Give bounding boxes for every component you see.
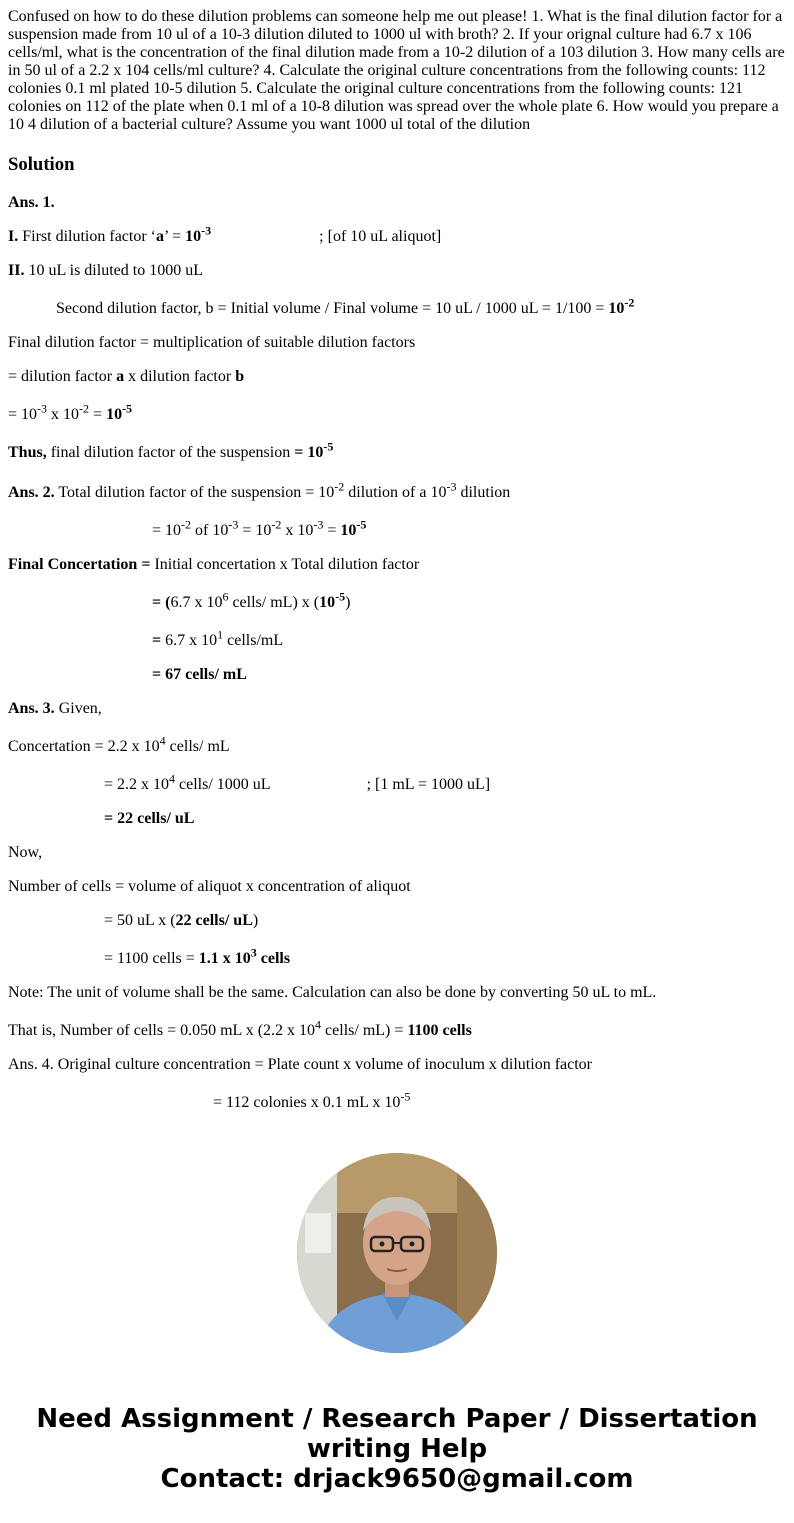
ans3-line5: = 50 uL x (22 cells/ uL) bbox=[104, 912, 259, 929]
solution-heading: Solution bbox=[8, 154, 75, 175]
promo-line-1: Need Assignment / Research Paper / Dissertation bbox=[36, 1404, 758, 1434]
promo-banner bbox=[0, 1404, 794, 1494]
solution-document bbox=[8, 8, 786, 1122]
ans1-second-factor: Second dilution factor, b = Initial volume / Final volume = 10 uL / 1000 uL = $1/100 = 10^{-2}$ bbox=[56, 295, 635, 317]
ans3-note: Note: The unit of volume shall be the same. Calculation can also be done by converting 50 uL to mL. bbox=[8, 984, 657, 1001]
ans3-heading: Ans. 3. Given, bbox=[8, 700, 102, 717]
question-text: Confused on how to do these dilution problems can someone help me out please! 1. What is the final dilution factor for a suspension made from 10 ul of a 10-3 dilution diluted to 1000 ul with broth? 2. If your orignal culture had 6.7 x 106 cells/ml, what is the concentration of the final dilution made from a 10-2 dilution of a 103 dilution 3. How many cells are in 50 ul of a 2.2 x 104 cells/ml culture? 4. Calculate the original culture concentrations from the following counts: 112 colonies 0.1 ml plated 10-5 dilution 5. Calculate the original culture concentrations from the following counts: 121 colonies on 112 of the plate when 0.1 ml of a 10-8 dilution was spread over the whole plate 6. How would you prepare a 10 4 dilution of a bacterial culture? Assume you want 1000 ul total of the dilution bbox=[8, 8, 785, 133]
ans1-mult-line: = dilution factor a x dilution factor b bbox=[8, 368, 245, 385]
ans3-number-line: Number of cells = volume of aliquot x concentration of aliquot bbox=[8, 878, 411, 895]
ans4-partial: = 112 colonies x 0.1 mL x $10^{-5}$ bbox=[213, 1089, 411, 1111]
ans2-line6: = 67 cells/ mL bbox=[152, 666, 247, 683]
ans4-line: Ans. 4. Original culture concentration = Plate count x volume of inoculum x dilution factor bbox=[8, 1056, 592, 1073]
ans3-now: Now, bbox=[8, 844, 43, 861]
promo-contact[interactable]: Contact: drjack9650@gmail.com bbox=[160, 1464, 634, 1494]
ans2-line1: Ans. 2. Total dilution factor of the suspension = $10^{-2}$ dilution of a $10^{-3}$ dilution bbox=[8, 479, 511, 501]
promo-line-2: writing Help bbox=[306, 1434, 488, 1464]
ans2-final-concentration: Final Concertation = Initial concertation x Total dilution factor bbox=[8, 556, 420, 573]
ans3-concentration: Concertation = 2.2 x $10^4$ cells/ mL bbox=[8, 733, 230, 755]
ans3-line3: = 22 cells/ uL bbox=[104, 810, 195, 827]
ans2-line4: = (6.7 x $10^6$ cells/ mL) x $(10^{-5})$ bbox=[152, 589, 351, 611]
ans1-final-line: Final dilution factor = multiplication of suitable dilution factors bbox=[8, 334, 416, 351]
ans2-line5: = 6.7 x $10^1$ cells/mL bbox=[152, 627, 284, 649]
ans1-heading: Ans. 1. bbox=[8, 194, 55, 211]
ans2-line2: = $10^{-2}$ of $10^{-3} = 10^{-2}$ x $10^{-3} = 10^{-5}$ bbox=[152, 517, 367, 539]
ans1-thus-line: Thus, final dilution factor of the suspension = $10^{-5}$ bbox=[8, 439, 334, 461]
ans1-calc-line: = $10^{-3}$ x $10^{-2} = 10^{-5}$ bbox=[8, 401, 133, 423]
ans1-step2: II. 10 uL is diluted to 1000 uL bbox=[8, 262, 203, 279]
author-photo bbox=[297, 1153, 497, 1353]
ans1-step1: I. First dilution factor ‘a’ = $10^{-3}$ ; [of 10 uL aliquot] bbox=[8, 223, 442, 245]
ans3-line2: = 2.2 x $10^4$ cells/ 1000 uL ; [1 mL = 1000 uL] bbox=[104, 771, 491, 793]
ans3-line6: = 1100 cells = 1.1 x $10^3$ cells bbox=[104, 945, 291, 967]
ans3-that-line: That is, Number of cells = 0.050 mL x (2.2 x $10^4$ cells/ mL) = 1100 cells bbox=[8, 1017, 472, 1039]
author-portrait-image bbox=[297, 1153, 497, 1353]
